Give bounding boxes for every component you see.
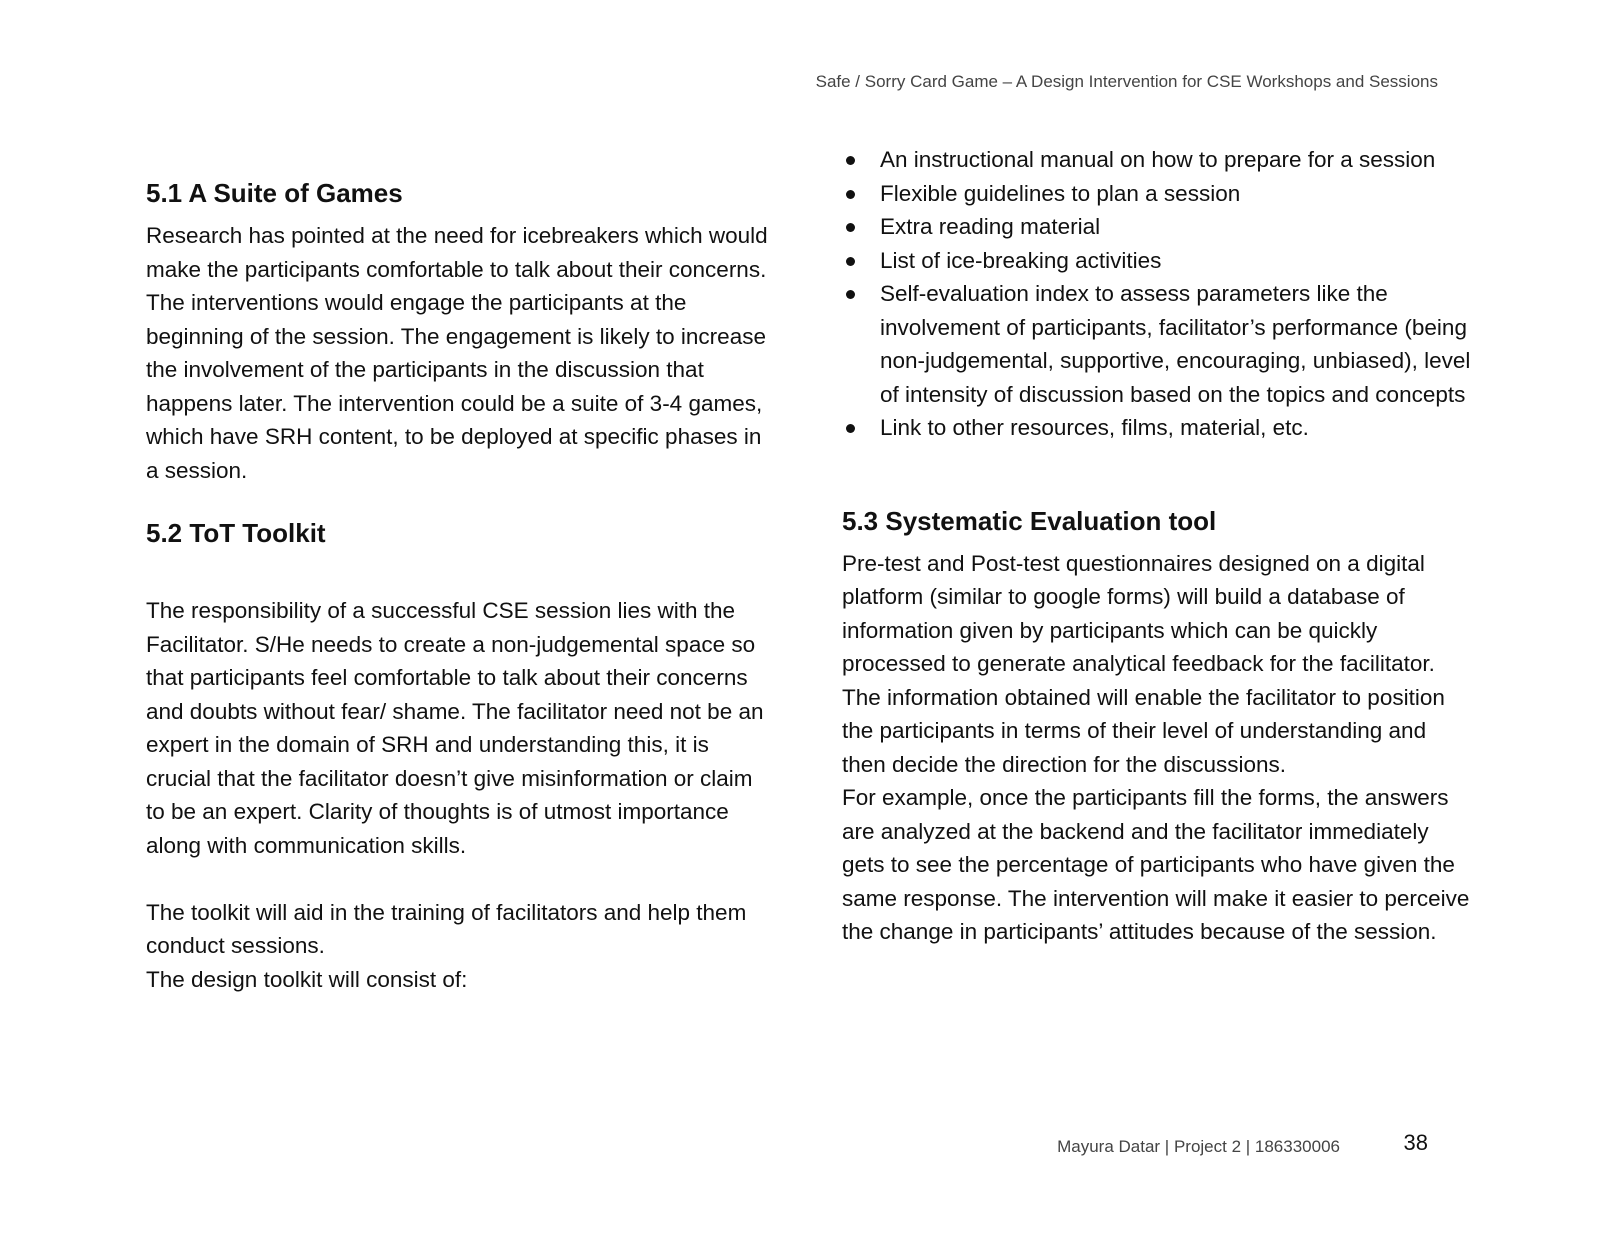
list-item-text: Link to other resources, films, material, etc. (880, 415, 1309, 440)
section-5-3-paragraph-1: Pre-test and Post-test questionnaires designed on a digital platform (similar to google forms) will build a database of information given by participants which can be quickly processed to generate analytical feedback for the facilitator. The information obtained will enable the facilitator to position the participants in terms of their level of understanding and then decide the direction for the discussions. (842, 550, 1445, 777)
section-heading-5-1: 5.1 A Suite of Games (146, 178, 403, 208)
running-header: Safe / Sorry Card Game – A Design Intervention for CSE Workshops and Sessions (815, 72, 1438, 91)
bullet-icon (846, 190, 855, 199)
list-item (842, 244, 1472, 278)
page-number: 38 (1403, 1130, 1428, 1155)
list-item (842, 411, 1472, 445)
section-5-1-paragraph: Research has pointed at the need for icebreakers which would make the participants comfortable to talk about their concerns. The interventions would engage the participants at the beginning of the session. The engagement is likely to increase the involvement of the participants in the discussion that happens later. The intervention could be a suite of 3-4 games, which have SRH content, to be deployed at specific phases in a session. (146, 223, 768, 483)
section-5-3-paragraph-2: For example, once the participants fill the forms, the answers are analyzed at the backend and the facilitator immediately gets to see the percentage of participants who have given the same response. The intervention will make it easier to perceive the change in participants’ attitudes because of the session. (842, 785, 1470, 944)
bullet-icon (846, 156, 855, 165)
section-heading-5-3: 5.3 Systematic Evaluation tool (842, 505, 1217, 536)
list-item (842, 210, 1472, 244)
list-item-text: Flexible guidelines to plan a session (880, 180, 1241, 206)
section-5-2-paragraph-3: The design toolkit will consist of: (146, 966, 468, 992)
section-heading-5-2: 5.2 ToT Toolkit (146, 518, 326, 548)
list-item (842, 177, 1472, 211)
list-item-text: Self-evaluation index to assess parameters like the involvement of participants, facilitator’s performance (being non-judgemental, supportive, encouraging, unbiased), level of intensity of discussion based on the topics and concepts (880, 281, 1471, 407)
bullet-icon (846, 223, 855, 232)
list-item (842, 277, 1472, 411)
section-5-2-paragraph-1: The responsibility of a successful CSE session lies with the Facilitator. S/He needs to create a non-judgemental space so that participants feel comfortable to talk about their concerns and doubts without fear/ shame. The facilitator need not be an expert in the domain of SRH and understanding this, it is crucial that the facilitator doesn’t give misinformation or claim to be an expert. Clarity of thoughts is of utmost importance along with communication skills. (146, 598, 764, 858)
right-column (842, 143, 1472, 949)
footer-credit: Mayura Datar | Project 2 | 186330006 (1057, 1137, 1340, 1156)
paragraph-spacer (146, 862, 776, 896)
list-item (842, 143, 1472, 177)
bullet-icon (846, 290, 855, 299)
toolkit-list (842, 143, 1472, 445)
list-item-text: List of ice-breaking activities (880, 247, 1162, 273)
section-5-2-paragraph-2: The toolkit will aid in the training of facilitators and help them conduct sessions. (146, 899, 747, 958)
list-item-text: Extra reading material (880, 214, 1101, 239)
list-item-text: An instructional manual on how to prepare for a session (880, 147, 1436, 172)
bullet-icon (846, 424, 855, 433)
bullet-icon (846, 257, 855, 266)
left-column (146, 175, 776, 996)
